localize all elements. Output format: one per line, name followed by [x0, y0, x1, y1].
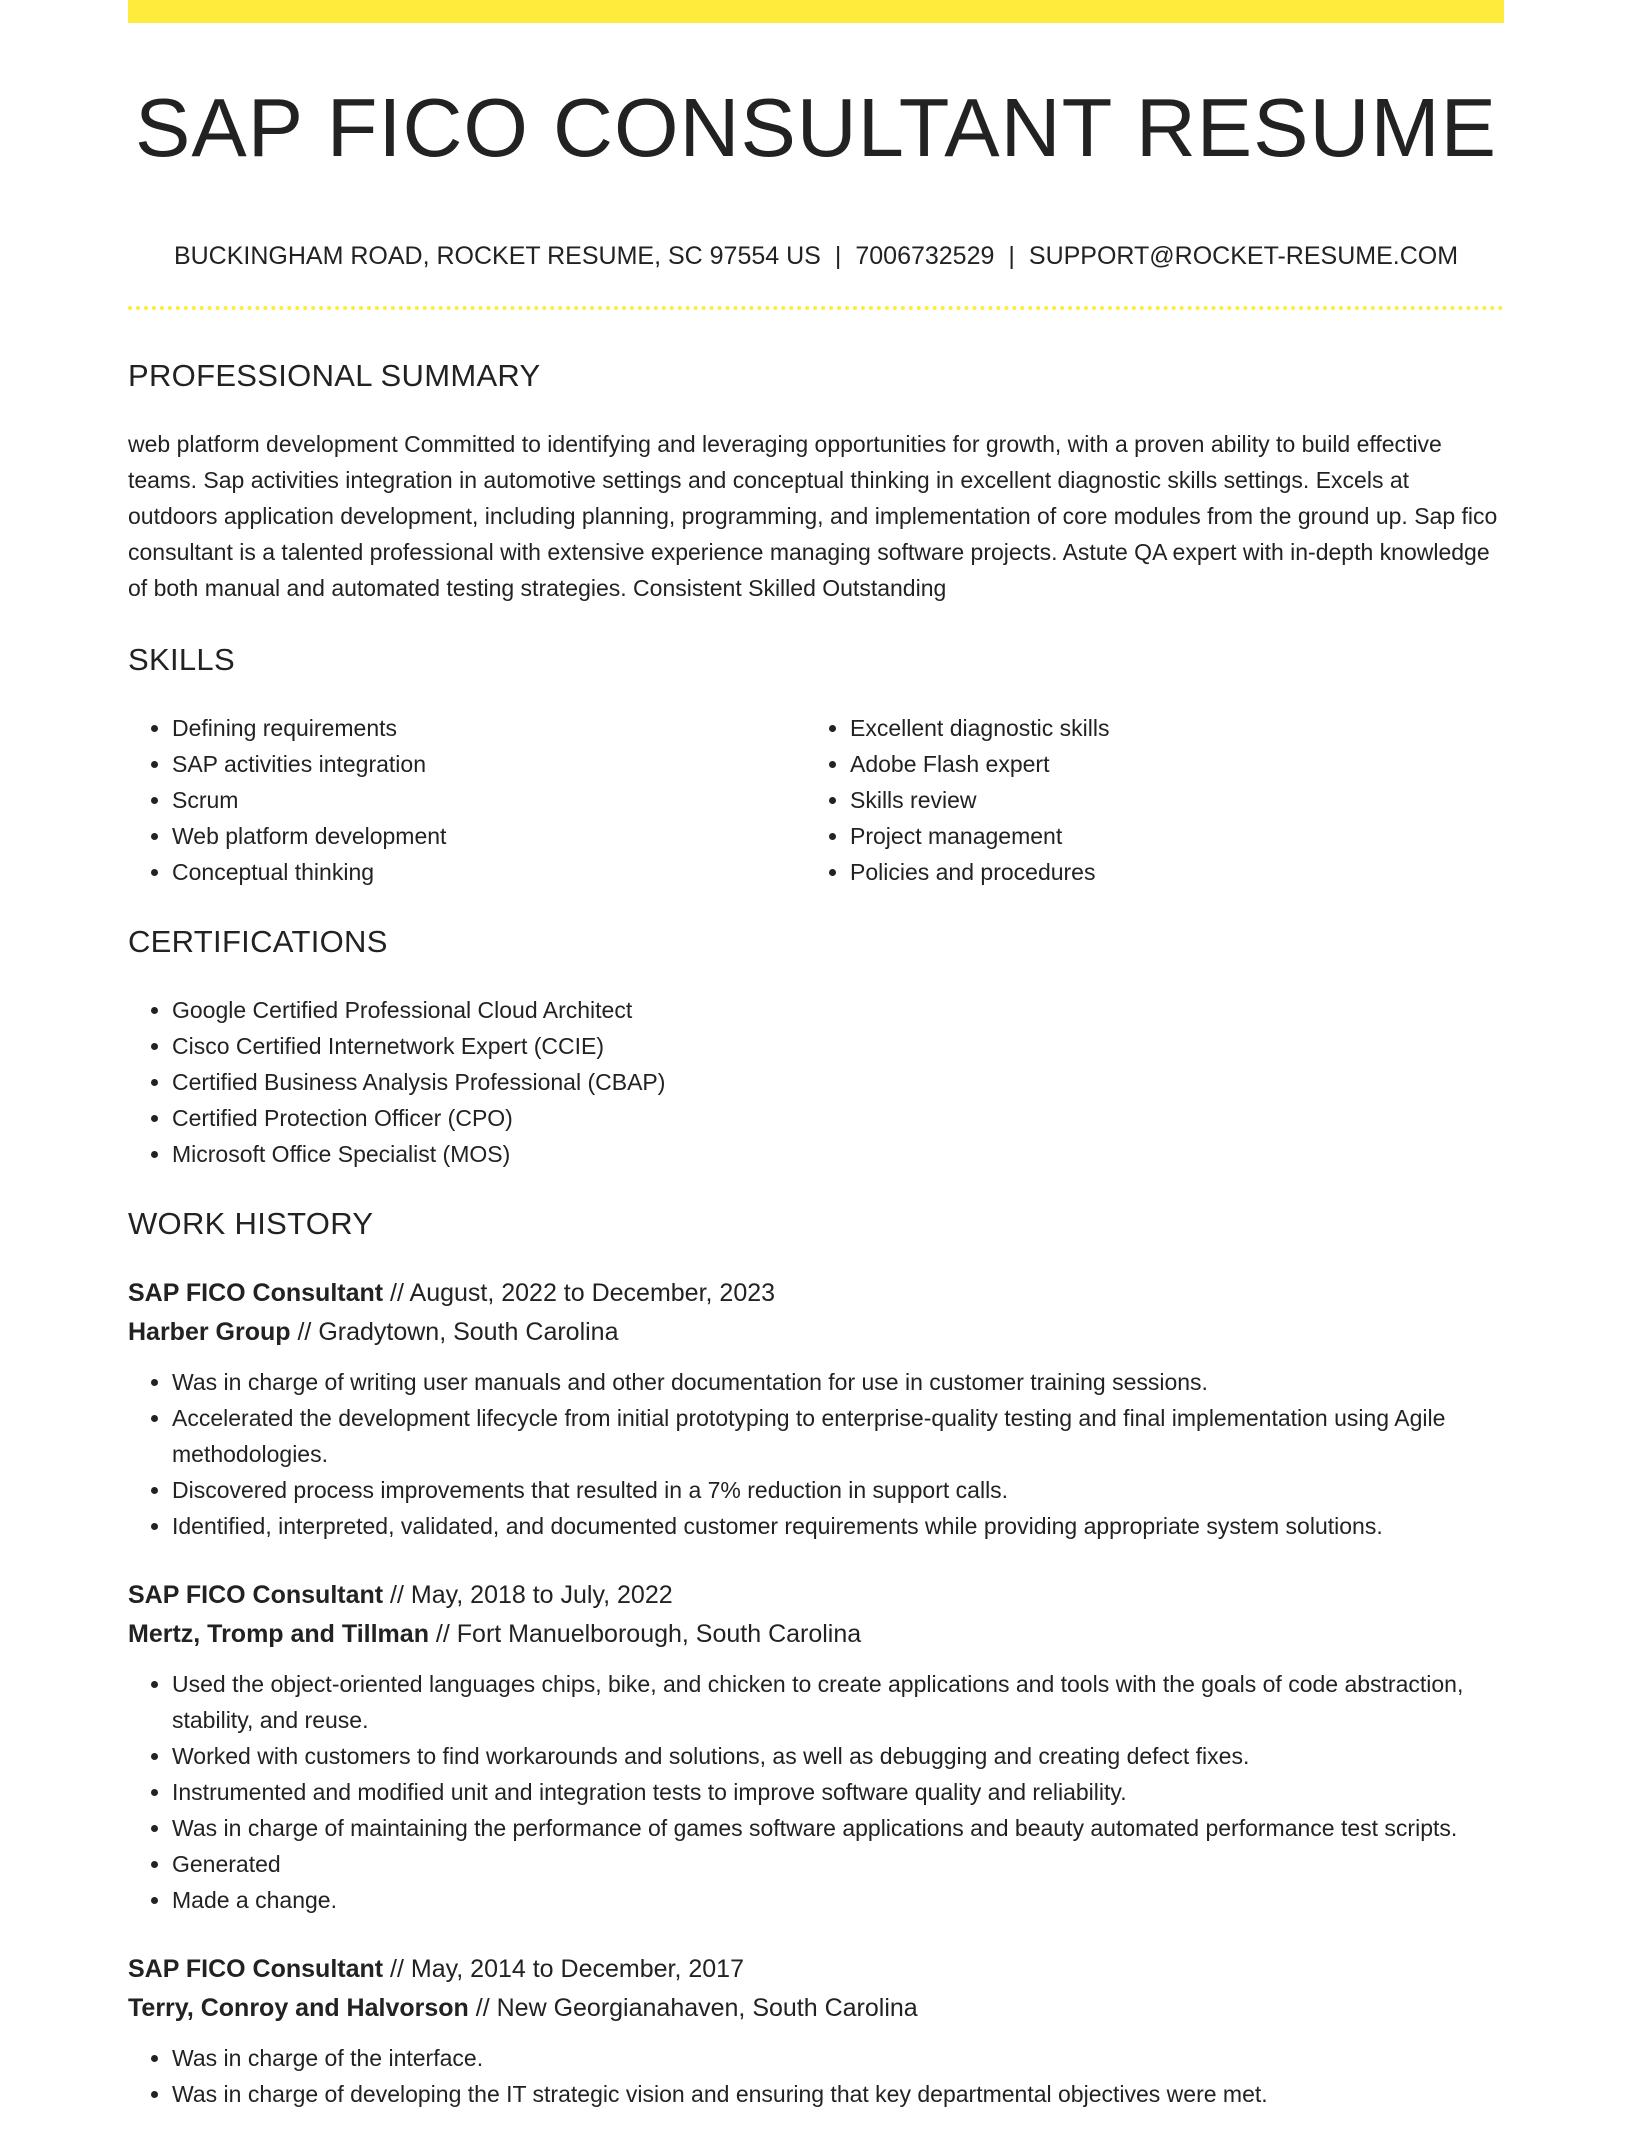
summary-heading: PROFESSIONAL SUMMARY	[128, 358, 541, 393]
top-accent-bar	[128, 0, 1504, 23]
job-bullet: • Used the object-oriented languages chips, bike, and chicken to create applications and tools with the goals of code abstraction, stability, and reuse.	[172, 1666, 1504, 1738]
job-location: Fort Manuelborough, South Carolina	[456, 1620, 862, 1648]
job-bullet: • Identified, interpreted, validated, and documented customer requirements while providing appropriate system solutions.	[172, 1508, 1504, 1544]
job-bullet: • Was in charge of the interface.	[172, 2040, 1504, 2076]
contact-separator: |	[834, 242, 842, 270]
job-separator: //	[383, 1581, 411, 1609]
contact-phone: 7006732529	[855, 242, 995, 270]
job-separator: //	[383, 1955, 411, 1983]
skill-item: • Adobe Flash expert	[850, 746, 1484, 782]
job-bullets	[128, 1666, 1504, 1918]
work-history-heading: WORK HISTORY	[128, 1206, 374, 1241]
certification-item: • Google Certified Professional Cloud Architect	[172, 992, 1504, 1028]
job-company: Mertz, Tromp and Tillman	[128, 1620, 429, 1648]
job-title: SAP FICO Consultant	[128, 1955, 384, 1983]
job-bullet: • Was in charge of maintaining the performance of games software applications and beauty automated performance test scripts.	[172, 1810, 1504, 1846]
contact-email: SUPPORT@ROCKET-RESUME.COM	[1028, 242, 1459, 270]
job-title: SAP FICO Consultant	[128, 1581, 384, 1609]
job-bullet: • Instrumented and modified unit and integration tests to improve software quality and reliability.	[172, 1774, 1504, 1810]
job-bullet: • Was in charge of developing the IT strategic vision and ensuring that key departmental objectives were met.	[172, 2076, 1504, 2112]
resume-body	[128, 350, 1504, 2144]
certifications-list	[128, 992, 1504, 1172]
job-bullet: • Generated	[172, 1846, 1504, 1882]
job-company-line	[128, 1989, 1504, 2028]
job-separator: //	[290, 1318, 319, 1346]
job-separator: //	[468, 1994, 497, 2022]
certification-item: • Certified Protection Officer (CPO)	[172, 1100, 1504, 1136]
skill-item: • Project management	[850, 818, 1484, 854]
certification-item: • Microsoft Office Specialist (MOS)	[172, 1136, 1504, 1172]
skill-item: • Scrum	[172, 782, 806, 818]
job-bullet: • Made a change.	[172, 1882, 1504, 1918]
job-dates: May, 2014 to December, 2017	[410, 1955, 744, 1983]
certifications-heading: CERTIFICATIONS	[128, 924, 388, 959]
skills-columns	[128, 710, 1504, 890]
job-separator: //	[428, 1620, 457, 1648]
job-company: Harber Group	[128, 1318, 291, 1346]
job-bullet: • Discovered process improvements that resulted in a 7% reduction in support calls.	[172, 1472, 1504, 1508]
summary-text: web platform development Committed to identifying and leveraging opportunities for growth, with a proven ability to build effective teams. Sap activities integration in automotive settings and conceptual thinking in excellent diagnostic skills settings. Excels at outdoors application development, including planning, programming, and implementation of core modules from the ground up. Sap fico consultant is a talented professional with extensive experience managing software projects. Astute QA expert with in-depth knowledge of both manual and automated testing strategies. Consistent Skilled Outstanding	[128, 431, 1498, 601]
job-title-line	[128, 1576, 1504, 1615]
work-history-section	[128, 1198, 1504, 2112]
job-company-line	[128, 1615, 1504, 1654]
skill-item: • Conceptual thinking	[172, 854, 806, 890]
job-entry	[128, 1950, 1504, 2112]
contact-line	[128, 236, 1504, 276]
certifications-section	[128, 916, 1504, 1172]
skills-list-left	[128, 710, 806, 890]
skills-column-right	[806, 710, 1484, 890]
certification-item: • Certified Business Analysis Professional (CBAP)	[172, 1064, 1504, 1100]
skills-section	[128, 634, 1504, 890]
job-bullet: • Accelerated the development lifecycle from initial prototyping to enterprise-quality testing and final implementation using Agile methodologies.	[172, 1400, 1504, 1472]
skill-item: • Defining requirements	[172, 710, 806, 746]
job-bullet: • Was in charge of writing user manuals and other documentation for use in customer training sessions.	[172, 1364, 1504, 1400]
skills-column-left	[128, 710, 806, 890]
job-bullets	[128, 1364, 1504, 1544]
dotted-divider	[128, 306, 1504, 310]
job-company: Terry, Conroy and Halvorson	[128, 1994, 469, 2022]
job-title: SAP FICO Consultant	[128, 1279, 384, 1307]
summary-section	[128, 350, 1504, 606]
job-company-line	[128, 1313, 1504, 1352]
job-entry	[128, 1274, 1504, 1544]
skill-item: • Excellent diagnostic skills	[850, 710, 1484, 746]
skills-heading: SKILLS	[128, 642, 235, 677]
skill-item: • Policies and procedures	[850, 854, 1484, 890]
contact-address: BUCKINGHAM ROAD, ROCKET RESUME, SC 97554 US	[173, 242, 821, 270]
job-entry	[128, 1576, 1504, 1918]
resume-title: SAP FICO CONSULTANT RESUME	[135, 81, 1497, 174]
skill-item: • Web platform development	[172, 818, 806, 854]
skill-item: • SAP activities integration	[172, 746, 806, 782]
contact-separator: |	[1008, 242, 1015, 270]
job-location: New Georgianahaven, South Carolina	[496, 1994, 918, 2022]
job-title-line	[128, 1274, 1504, 1313]
job-location: Gradytown, South Carolina	[318, 1318, 619, 1346]
skills-list-right	[806, 710, 1484, 890]
skill-item: • Skills review	[850, 782, 1484, 818]
certification-item: • Cisco Certified Internetwork Expert (CCIE)	[172, 1028, 1504, 1064]
job-separator: //	[383, 1279, 410, 1307]
job-dates: May, 2018 to July, 2022	[410, 1581, 673, 1609]
job-dates: August, 2022 to December, 2023	[409, 1279, 776, 1307]
job-title-line	[128, 1950, 1504, 1989]
job-bullet: • Worked with customers to find workarounds and solutions, as well as debugging and creating defect fixes.	[172, 1738, 1504, 1774]
job-bullets	[128, 2040, 1504, 2112]
